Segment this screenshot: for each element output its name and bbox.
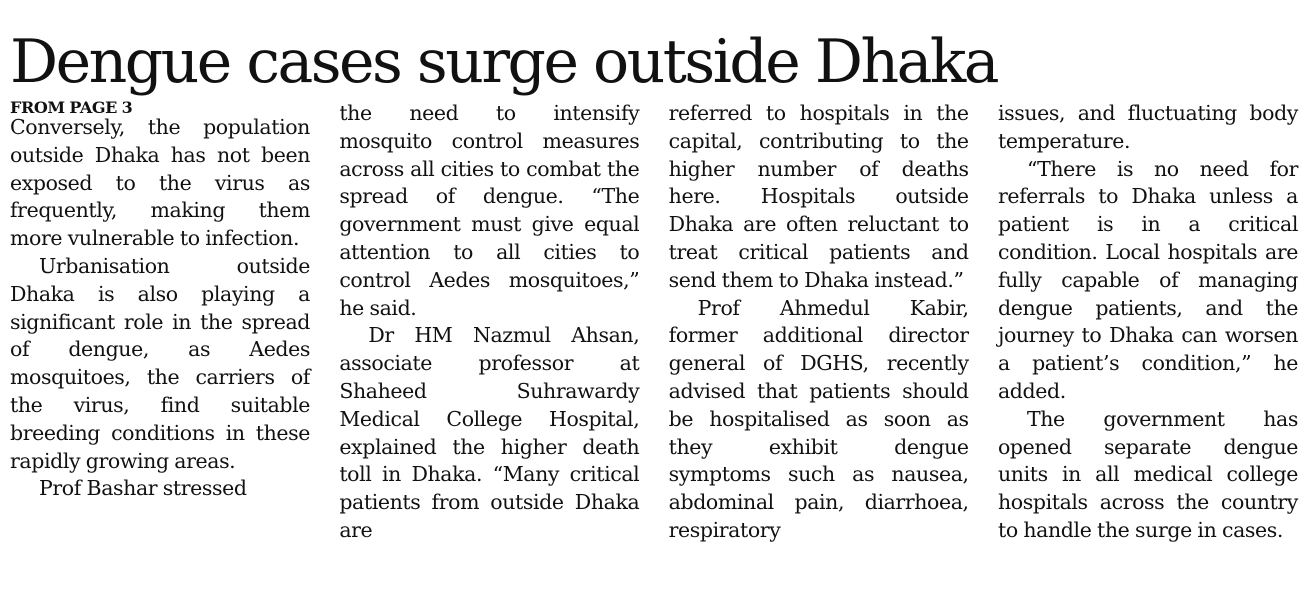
article-body	[10, 100, 1298, 545]
headline: Dengue cases surge outside Dhaka	[10, 27, 998, 97]
column-2	[339, 100, 639, 545]
paragraph: “There is no need for referrals to Dhaka unless a patient is in a critical condition. Local hospitals are fully capable of managing dengue patients, and the journey to Dhaka can worsen a patient’s condition,” he added.	[997, 156, 1298, 403]
paragraph: Conversely, the population outside Dhaka has not been exposed to the virus as frequently, making them more vulnerable to infection.	[10, 115, 310, 251]
column-1	[10, 100, 310, 545]
paragraph: Dr HM Nazmul Ahsan, associate professor at Shaheed Suhrawardy Medical College Hospital, explained the higher death toll in Dhaka. “Many critical patients from outside Dhaka are	[339, 323, 640, 542]
paragraph: Prof Bashar stressed	[39, 476, 247, 501]
column-3	[669, 100, 969, 545]
paragraph: Prof Ahmedul Kabir, former additional director general of DGHS, recently advised that patients should be hospitalised as soon as they exhibit dengue symptoms such as nausea, abdominal pain, diarrhoea, respiratory	[668, 295, 969, 542]
paragraph-continued: issues, and fluctuating body temperature.	[997, 101, 1298, 153]
column-4	[998, 100, 1298, 545]
paragraph: The government has opened separate dengue units in all medical college hospitals across the country to handle the surge in cases.	[997, 406, 1298, 542]
paragraph-continued: referred to hospitals in the capital, contributing to the higher number of deaths here. Hospitals outside Dhaka are often reluctant to treat critical patients and send them to Dhaka instead.”	[668, 101, 969, 292]
kicker-from-page	[10, 98, 310, 117]
paragraph: Urbanisation outside Dhaka is also playing a significant role in the spread of dengue, as Aedes mosquitoes, the carriers of the virus, find suitable breeding conditions in these rapidly growing areas.	[10, 253, 310, 473]
paragraph-continued: the need to intensify mosquito control measures across all cities to combat the spread of dengue. “The government must give equal attention to all cities to control Aedes mosquitoes,” he said.	[339, 101, 640, 320]
kicker-text: FROM PAGE 3	[10, 98, 133, 117]
